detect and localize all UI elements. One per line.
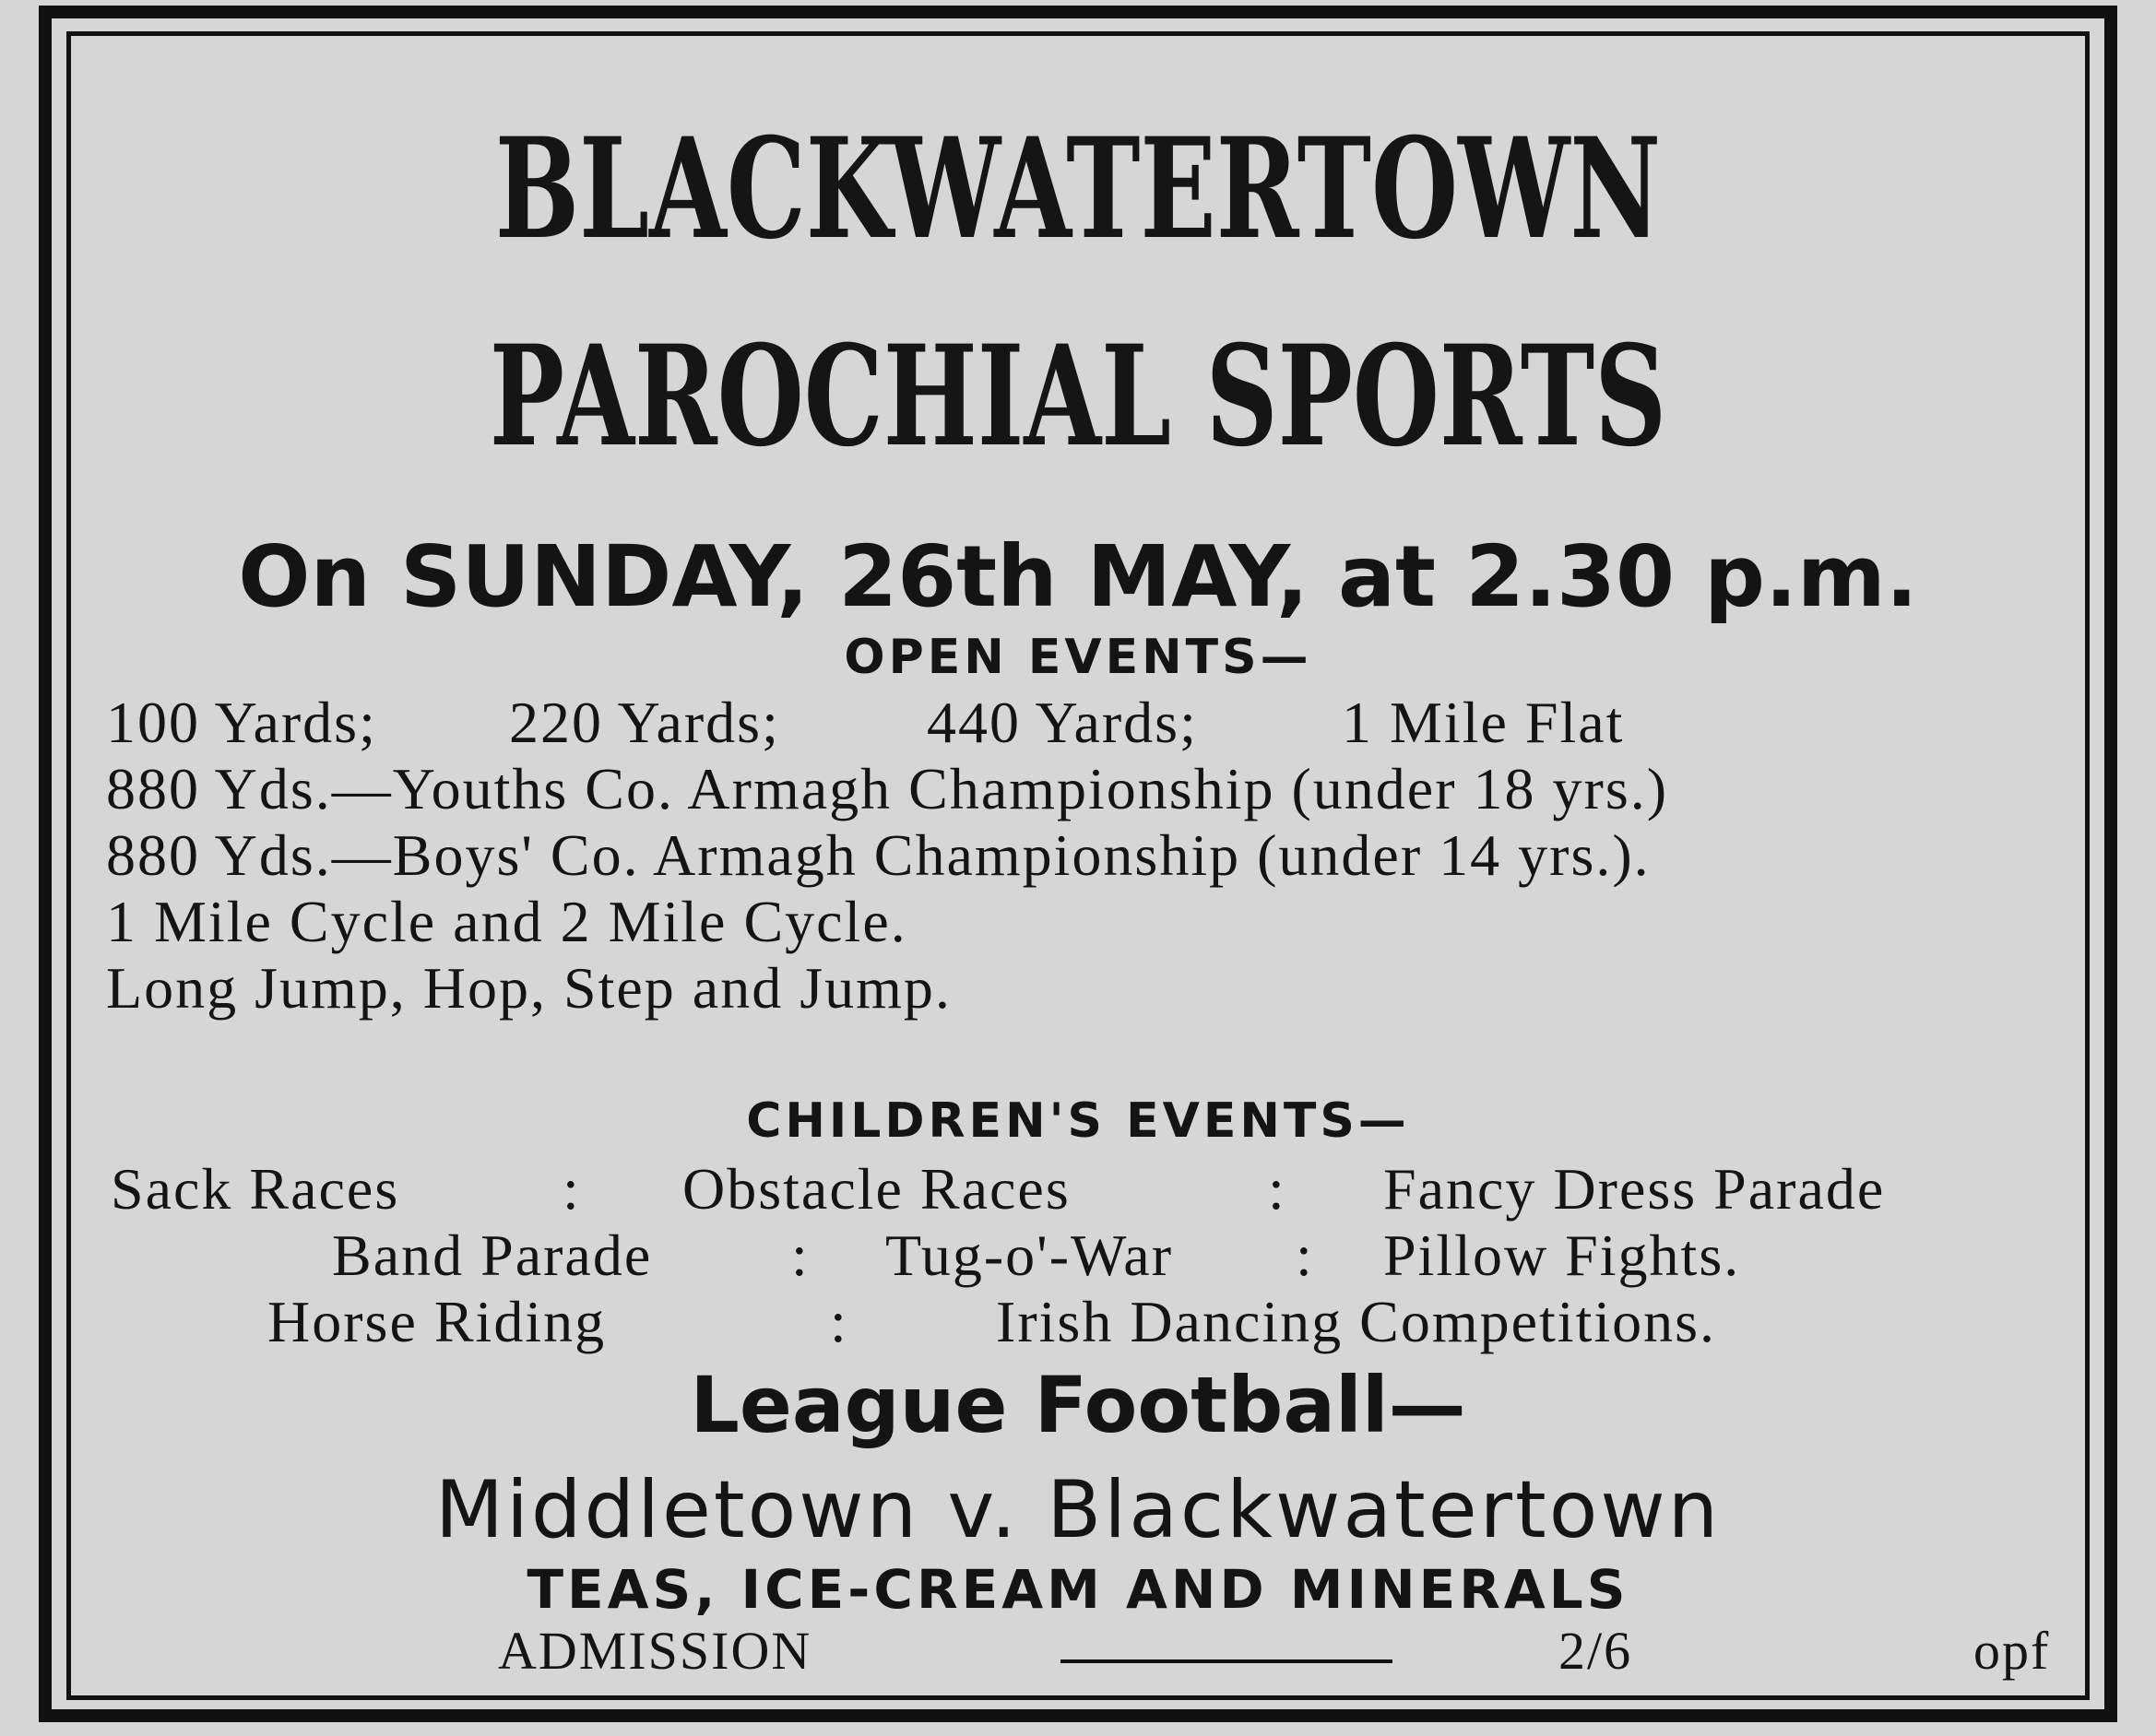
- event-220-yards: 220 Yards;: [509, 690, 780, 755]
- date-line: On SUNDAY, 26th MAY, at 2.30 p.m.: [238, 527, 1918, 626]
- open-events-heading: OPEN EVENTS—: [844, 630, 1312, 685]
- children-events-heading: CHILDREN'S EVENTS—: [746, 1093, 1410, 1149]
- event-tug-o-war: Tug-o'-War: [885, 1222, 1173, 1288]
- event-obstacle-races: Obstacle Races: [682, 1156, 1071, 1222]
- event-band-parade: Band Parade: [332, 1222, 653, 1288]
- refreshments-line: TEAS, ICE-CREAM AND MINERALS: [527, 1558, 1629, 1621]
- open-events-row-3: 880 Yds.—Boys' Co. Armagh Championship (under 14 yrs.).: [106, 822, 1651, 888]
- printer-mark: opf: [1973, 1621, 2051, 1681]
- separator: :: [791, 1222, 810, 1288]
- open-events-row-4: 1 Mile Cycle and 2 Mile Cycle.: [106, 889, 907, 954]
- title-line-1: BLACKWATERTOWN: [494, 108, 1662, 270]
- event-irish-dancing: Irish Dancing Competitions.: [996, 1289, 1717, 1354]
- match-fixture: Middletown v. Blackwatertown: [434, 1464, 1722, 1556]
- event-440-yards: 440 Yards;: [927, 690, 1198, 755]
- event-sack-races: Sack Races: [111, 1156, 400, 1222]
- event-horse-riding: Horse Riding: [267, 1289, 607, 1354]
- league-football-heading: League Football—: [690, 1360, 1466, 1450]
- open-events-row-2: 880 Yds.—Youths Co. Armagh Championship (under 18 yrs.): [106, 756, 1669, 821]
- open-events-row-5: Long Jump, Hop, Step and Jump.: [106, 955, 952, 1021]
- event-100-yards: 100 Yards;: [106, 690, 377, 755]
- separator: :: [1296, 1222, 1314, 1288]
- separator: :: [830, 1289, 848, 1354]
- event-1-mile-flat: 1 Mile Flat: [1342, 690, 1625, 755]
- admission-label: ADMISSION: [498, 1621, 812, 1681]
- separator: :: [1268, 1156, 1286, 1222]
- admission-price: 2/6: [1558, 1621, 1633, 1681]
- event-fancy-dress-parade: Fancy Dress Parade: [1383, 1156, 1886, 1222]
- event-pillow-fights: Pillow Fights.: [1383, 1222, 1741, 1288]
- title-line-2: PAROCHIAL SPORTS: [489, 315, 1667, 478]
- separator: :: [563, 1156, 581, 1222]
- admission-rule: [1060, 1659, 1392, 1663]
